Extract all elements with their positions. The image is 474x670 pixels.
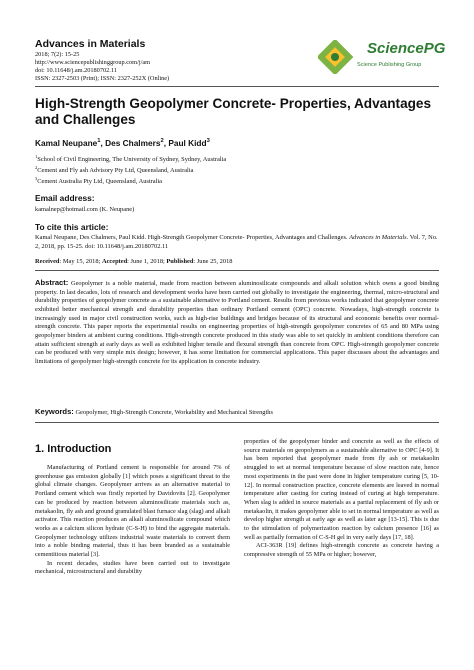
journal-url[interactable]: http://www.sciencepublishinggroup.com/j/am xyxy=(35,59,151,67)
affiliation-text: School of Civil Engineering, The University of Sydney, Sydney, Australia xyxy=(37,156,227,163)
email-link[interactable]: kamalnep@hotmail.com (K. Neupane) xyxy=(35,206,135,213)
author-sup: 2 xyxy=(160,138,164,145)
affiliation xyxy=(35,166,226,177)
published-date: June 25, 2018 xyxy=(196,258,233,265)
affiliation-sup: 3 xyxy=(35,175,38,181)
body-paragraph: Manufacturing of Portland cement is responsible for around 7% of greenhouse gas emission globally [1] which poses a significant threat to the global climate changes. Geopolymer arrives as an alternative material to Portland cement which was firstly reported by Davidovits [2]. Geopolymer can be produced by reaction between aluminosilicate materials such as, metakaolin, fly ash and ground granulated blast furnace slag (slag) and alkali activator. This reaction produces an alkali aluminosilicate compound which works as a calcium silicon hydrate (C-S-H) to bind the aggregate materials. Geopolymer technology utilizes industrial waste materials to convert them into a noble binding material, thus it has been branded as a sustainable cementitious material [3]. xyxy=(35,464,230,559)
received-label: Received xyxy=(35,258,60,265)
publisher-tagline: Science Publishing Group xyxy=(357,62,422,68)
journal-issn: ISSN: 2327-2503 (Print); ISSN: 2327-252X (Online) xyxy=(35,75,170,83)
published-label: Published xyxy=(166,258,194,265)
author-name: Paul Kidd xyxy=(168,138,207,148)
accepted-date: June 1, 2018; xyxy=(130,258,165,265)
journal-title: Advances in Materials xyxy=(35,38,146,50)
affiliation-sup: 1 xyxy=(35,153,38,159)
keywords xyxy=(35,407,439,416)
publication-dates: Received: May 15, 2018; Accepted: June 1, 2018; Published: June 25, 2018 xyxy=(35,258,233,265)
citation-main: Kamal Neupane, Des Chalmers, Paul Kidd. High-Strength Geopolymer Concrete- Properties, Advantages and Challenges. xyxy=(35,234,348,241)
abstract-label: Abstract: xyxy=(35,278,69,287)
keywords-label: Keywords: xyxy=(35,407,74,416)
affiliation xyxy=(35,155,226,166)
keywords-text: Geopolymer, High-Strength Concrete, Workability and Mechanical Strengths xyxy=(75,409,273,416)
author-name: Kamal Neupane xyxy=(35,138,98,148)
author-name: Des Chalmers xyxy=(105,138,161,148)
abstract-top-divider xyxy=(35,270,439,271)
header-divider xyxy=(35,86,439,87)
author-sup: 3 xyxy=(206,138,210,145)
journal-meta xyxy=(35,51,169,83)
body-paragraph: ACI-363R [19] defines high-strength concrete as concrete having a compressive strength of 55 MPa or higher; however, xyxy=(244,542,439,559)
keywords-bottom-divider xyxy=(35,422,439,423)
journal-volume: 2018; 7(2): 15-25 xyxy=(35,51,80,58)
affiliation xyxy=(35,177,226,188)
citation xyxy=(35,234,439,251)
received-date: May 15, 2018; xyxy=(62,258,101,265)
body-paragraph: properties of the geopolymer binder and concrete as well as the effects of source materials on geopolymers as a sustainable alternative to OPC [4-9]. It has been reported that geopolymer made from fly ash or metakaolin struggled to set at normal temperature because of slow reaction rate, hence most experiments in the past were done in higher temperature curing [5, 10-12]. In normal construction practice, concrete elements are leaved in normal temperature after casting for curing instead of curing at high temperature. When slag is added in source materials as a partial replacement of fly ash or metakaolin, it makes geopolymer able to set in normal temperature as well as develop higher strength at early age as well as later age [13-15]. This is due to the stimulation of polymerization reaction by calcium presence [16] as well as partially formation of C-S-H gel in very early days [17, 18]. xyxy=(244,438,439,541)
citation-journal: Advances in Materials. xyxy=(349,234,409,241)
cite-heading: To cite this article: xyxy=(35,222,109,232)
email-heading: Email address: xyxy=(35,193,95,203)
affiliation-sup: 2 xyxy=(35,164,38,170)
citation-tail: Vol. 7, No. 2, 2018, pp. 15-25. doi: 10.11648/j.am.20180702.11 xyxy=(35,234,438,250)
section-heading: 1. Introduction xyxy=(35,443,112,455)
paper-title: High-Strength Geopolymer Concrete- Properties, Advantages and Challenges xyxy=(35,96,432,127)
journal-doi[interactable]: doi: 10.11648/j.am.20180702.11 xyxy=(35,67,117,75)
author-list: Kamal Neupane$^1$, Des Chalmers$^2$, Paul Kidd$^3$ xyxy=(35,138,210,148)
accepted-label: Accepted xyxy=(101,258,128,265)
body-column-right xyxy=(244,438,439,560)
abstract-text: Geopolymer is a noble material, made from reaction between aluminosilicate compounds and alkali solution which owns a good binding property. In last decades, lots of research and development works have been carried out globally to investigate the engineering, thermal, micro-structural and durability properties of geopolymer concrete as a sustainable alternative to Portland cement. Results from previous works indicated that geopolymer concrete exhibited better mechanical strength and durability properties than ordinary Portland cement (OPC) concrete. Nowadays, high-strength concrete is increasingly used in major civil construction works, such as high-rise buildings and bridges because of its structural and economic benefits over normal-strength concrete. This paper reports the experimental results on engineering properties of high-strength geopolymer concretes of 65 and 80 MPa using geopolymer binders at ambient curing conditions. High-strength concrete produced in this study was able to set quickly in ambient conditions therefore can attain sufficient strength at early days as well as exhibited higher tensile and flexural strength than concrete from OPC. High-strength geopolymer concrete can be produced with very simple mix design; however, it has some limitation for commercial applications. This paper discusses about the advantages and limitations of geopolymer high-strength concrete for its application in concrete industry. xyxy=(35,280,439,365)
affiliation-text: Cement Australia Pty Ltd, Queensland, Australia xyxy=(37,177,163,185)
body-column-left xyxy=(35,464,230,577)
affiliation-list xyxy=(35,155,226,187)
abstract xyxy=(35,279,439,367)
body-paragraph: In recent decades, studies have been carried out to investigate mechanical, microstructural and durability xyxy=(35,559,230,576)
author-sup: 1 xyxy=(97,138,101,145)
affiliation-text: Cement and Fly ash Advisory Pty Ltd, Queensland, Australia xyxy=(37,166,194,174)
publisher-name: SciencePG xyxy=(367,40,446,57)
